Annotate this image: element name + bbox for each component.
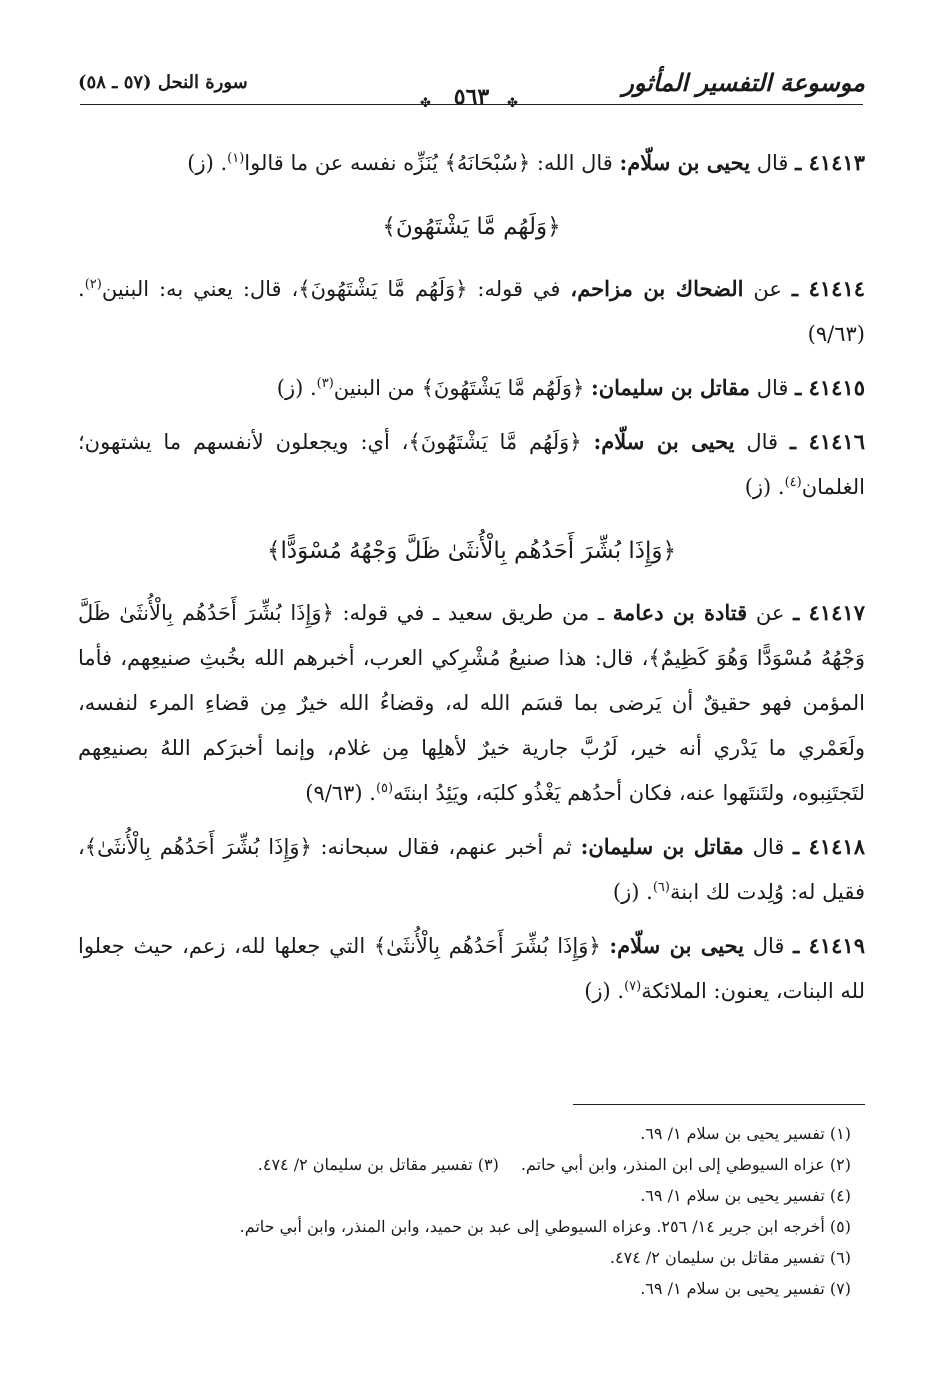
volume-page-ref: (٩/٦٣) — [305, 781, 363, 805]
entry-intro: قال — [746, 430, 779, 454]
footnotes — [78, 1118, 851, 1304]
narrator-name: يحيى بن سلّام: — [619, 150, 751, 175]
ornament-left-icon: ✤ — [420, 96, 431, 111]
narrator-name: الضحاك بن مزاحم، — [570, 276, 744, 301]
ornament-right-icon: ✤ — [507, 96, 518, 111]
footnote-3: (٣) تفسير مقاتل بن سليمان ٢/ ٤٧٤. — [257, 1155, 499, 1174]
footnote-marker: (٢) — [84, 277, 102, 292]
entry-number: ٤١٤١٣ ـ — [795, 150, 865, 175]
narrator-name: مقاتل بن سليمان: — [580, 834, 744, 859]
verse-heading: ﴿وَلَهُم مَّا يَشْتَهُونَ﴾ — [382, 214, 561, 240]
footnote-marker: (٤) — [784, 475, 802, 490]
entry-text: . — [362, 781, 376, 805]
entry-text: . (ز) — [744, 475, 785, 499]
entry-text: . (ز) — [187, 151, 228, 175]
quran-quote: ﴿وَلَهُم مَّا يَشْتَهُونَ﴾ — [421, 376, 585, 400]
entry-number: ٤١٤١٧ ـ — [793, 600, 865, 625]
quran-quote: ﴿وَإِذَا بُشِّرَ أَحَدُهُم بِالْأُنثَىٰ﴾ — [373, 934, 601, 958]
entry-text: . (ز) — [612, 880, 653, 904]
verse-heading: ﴿وَإِذَا بُشِّرَ أَحَدُهُم بِالْأُنثَىٰ ظَلَّ وَجْهُهُ مُسْوَدًّا﴾ — [266, 538, 677, 564]
narration-entry — [78, 266, 865, 357]
entry-text: ، أي: ويجعلون لأنفسهم ما يشتهون؛ الغلمان — [78, 430, 865, 499]
footnote-marker: (٥) — [375, 781, 394, 796]
narrator-name: يحيى بن سلّام: — [593, 429, 735, 454]
header-rule — [80, 104, 863, 105]
quran-quote: ﴿وَإِذَا بُشِّرَ أَحَدُهُم بِالْأُنثَىٰ ظَلَّ وَجْهُهُ مُسْوَدًّا وَهُوَ كَظِيمٌ﴾ — [78, 601, 865, 670]
entry-number: ٤١٤١٤ ـ — [791, 276, 866, 301]
footnote-marker: (١) — [227, 151, 245, 166]
footnote-6: (٦) تفسير مقاتل بن سليمان ٢/ ٤٧٤. — [609, 1248, 851, 1267]
entry-number: ٤١٤١٨ ـ — [793, 834, 865, 859]
narration-entry — [78, 140, 865, 186]
entry-intro: قال — [752, 835, 785, 859]
entry-intro: قال — [756, 376, 789, 400]
footnote-4: (٤) تفسير يحيى بن سلام ١/ ٦٩. — [640, 1186, 851, 1205]
footnote-1: (١) تفسير يحيى بن سلام ١/ ٦٩. — [640, 1124, 851, 1143]
footnote-rule — [573, 1104, 865, 1105]
quran-quote: ﴿وَإِذَا بُشِّرَ أَحَدُهُم بِالْأُنثَىٰ﴾ — [84, 835, 312, 859]
entry-number: ٤١٤١٦ ـ — [789, 429, 865, 454]
entry-text: . (ز) — [584, 979, 625, 1003]
surah-label: سورة النحل (٥٧ ـ ٥٨) — [78, 72, 248, 93]
entry-text: ـ من طريق سعيد ـ في قوله: — [333, 601, 605, 625]
narrator-name: مقاتل بن سليمان: — [590, 375, 751, 400]
entry-text: يُنَزِّه نفسه عن ما قالوا — [244, 151, 445, 175]
entry-intro: قال — [756, 151, 789, 175]
quran-quote: ﴿وَلَهُم مَّا يَشْتَهُونَ﴾ — [408, 430, 582, 454]
entry-text: . (ز) — [276, 376, 317, 400]
entry-text: ثم أخبر عنهم، فقال سبحانه: — [311, 835, 572, 859]
entry-text: التي جعلها لله، زعم، حيث جعلوا لله البنات، يعنون: الملائكة — [78, 934, 865, 1003]
narration-entry — [78, 590, 865, 816]
entry-text: ، فقيل له: وُلِدت لك ابنة — [78, 835, 865, 904]
footnote-2: (٢) عزاه السيوطي إلى ابن المنذر، وابن أبي حاتم. — [520, 1155, 851, 1174]
footnote-5: (٥) أخرجه ابن جرير ١٤/ ٢٥٦. وعزاه السيوطي إلى عبد بن حميد، وابن المنذر، وابن أبي حاتم. — [239, 1217, 851, 1236]
entry-text: ، قال: هذا صنيعُ مُشْرِكي العرب، أخبرهم الله بخُبثِ صنيعِهم، فأما المؤمن فهو حقيقٌ أن يَرضى بما قسَم الله له، وقضاءُ الله خيرٌ مِن قضاءِ المرء لنفسه، ولَعَمْري ما يَدْري أنه خير، لَرُبَّ جارية خيرٌ لأهلِها مِن غلام، وإنما أخبرَكم اللهُ بصنيعِهم لتَجتَنِبوه، ولتَنتَهوا عنه، فكان أحدُهم يَغْذُو كلبَه، ويَئِدُ ابنتَه — [78, 646, 865, 805]
footnote-row-2-3 — [78, 1149, 851, 1180]
entry-intro: عن — [753, 277, 782, 301]
narration-entry — [78, 419, 865, 510]
entry-text: قال الله: — [530, 151, 613, 175]
narrator-name: قتادة بن دعامة — [612, 600, 748, 625]
footnote-7: (٧) تفسير يحيى بن سلام ١/ ٦٩. — [640, 1279, 851, 1298]
entry-text: . — [78, 277, 85, 301]
entry-intro: قال — [752, 934, 785, 958]
page-number: ٥٦٣ — [453, 84, 490, 110]
entry-number: ٤١٤١٥ ـ — [795, 375, 865, 400]
page-header — [78, 68, 865, 108]
narration-entry — [78, 923, 865, 1014]
volume-page-ref: (٩/٦٣) — [807, 322, 865, 346]
narration-entry — [78, 824, 865, 915]
footnote-marker: (٧) — [624, 979, 642, 994]
quran-quote: ﴿وَلَهُم مَّا يَشْتَهُونَ﴾ — [298, 277, 468, 301]
quran-quote: ﴿سُبْحَانَهُ﴾ — [444, 151, 531, 175]
entry-text: من البنين — [333, 376, 422, 400]
entry-text: في قوله: — [467, 277, 561, 301]
narrator-name: يحيى بن سلّام: — [609, 933, 744, 958]
entry-text: ، قال: يعني به: البنين — [101, 277, 299, 301]
narration-entry — [78, 365, 865, 411]
footnote-marker: (٣) — [316, 376, 334, 391]
main-text — [78, 140, 865, 1022]
footnote-marker: (٦) — [652, 880, 670, 895]
book-title: موسوعة التفسير المأثور — [622, 68, 865, 97]
entry-intro: عن — [755, 601, 785, 625]
entry-number: ٤١٤١٩ ـ — [793, 933, 865, 958]
